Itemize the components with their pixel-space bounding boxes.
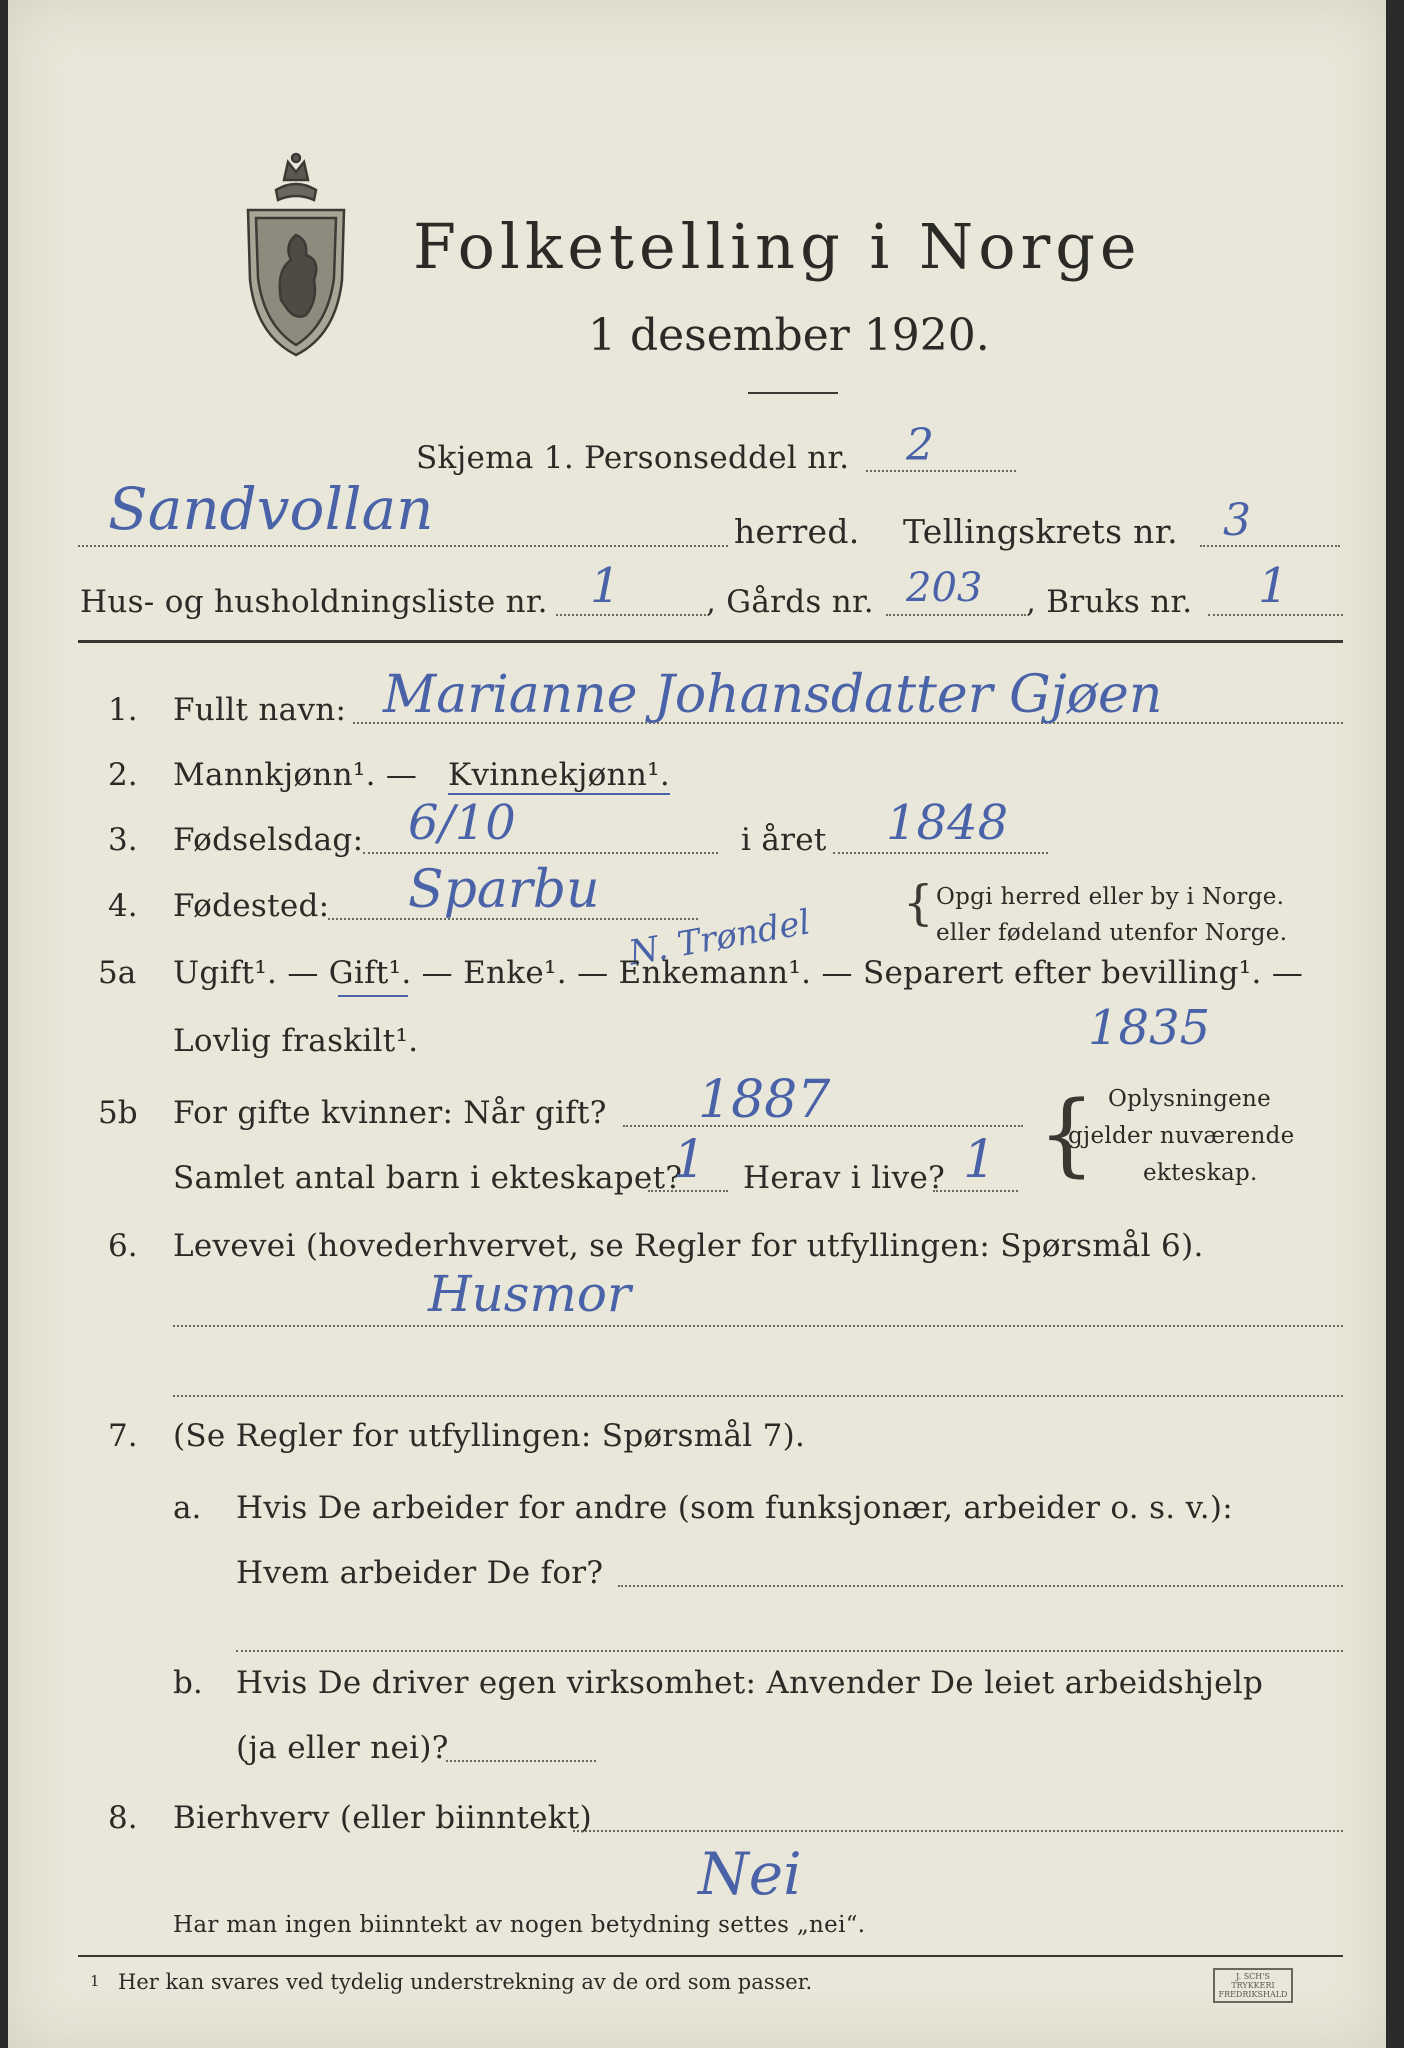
coat-of-arms-icon [236, 150, 356, 360]
tellingskrets-label: Tellingskrets nr. [903, 512, 1178, 551]
printer-stamp [1213, 1968, 1293, 2003]
q5b-barn-label: Samlet antal barn i ekteskapet? [173, 1160, 683, 1196]
q2-option-female: Kvinnekjønn¹. [448, 757, 671, 793]
hus-value: 1 [590, 558, 621, 614]
section-divider [78, 640, 1343, 643]
q1-value: Marianne Johansdatter Gjøen [383, 665, 1163, 725]
census-form-page [8, 0, 1386, 2048]
q6-line-1 [173, 1325, 1343, 1327]
q2-option-male: Mannkjønn¹. — [173, 757, 418, 793]
page-subtitle: 1 desember 1920. [588, 310, 990, 361]
footnote-mark: 1 [90, 1972, 100, 1990]
q4-brace: { [903, 875, 934, 931]
bruks-line [1208, 614, 1343, 616]
q3-line [363, 852, 718, 854]
q4-note-2: eller fødeland utenfor Norge. [936, 920, 1288, 946]
q5b-barn-line [648, 1190, 728, 1192]
q4-value-region: N. Trøndel [625, 902, 814, 974]
skjema-label: Skjema 1. Personseddel nr. [416, 440, 850, 476]
q4-note-1: Opgi herred eller by i Norge. [936, 884, 1285, 910]
q1-label: Fullt navn: [173, 692, 347, 728]
bruks-value: 1 [1258, 558, 1289, 614]
q3-year-line [833, 852, 1048, 854]
q8-value: Nei [698, 1840, 802, 1908]
gards-value: 203 [906, 565, 983, 611]
q5b-number: 5b [98, 1095, 138, 1131]
q5b-ilive-label: Herav i live? [743, 1160, 946, 1196]
q3-year-label: i året [741, 822, 827, 858]
q4-value: Sparbu [408, 860, 600, 920]
q7b-line-answer [446, 1760, 596, 1762]
q8-note: Har man ingen biinntekt av nogen betydning settes „nei“. [173, 1912, 866, 1938]
personseddel-line [866, 470, 1016, 472]
q7a-line-answer [618, 1585, 1343, 1587]
hus-label: Hus- og husholdningsliste nr. [80, 584, 548, 620]
q5b-brace: { [1038, 1082, 1096, 1187]
q6-label: Levevei (hovederhvervet, se Regler for utfyllingen: Spørsmål 6). [173, 1228, 1204, 1264]
bruks-label: , Bruks nr. [1026, 584, 1193, 620]
q5b-label: For gifte kvinner: Når gift? [173, 1095, 607, 1131]
q3-value: 6/10 [408, 795, 516, 851]
title-divider [748, 392, 838, 394]
q2-number: 2. [108, 757, 138, 793]
q7a-line1: Hvis De arbeider for andre (som funksjonær, arbeider o. s. v.): [236, 1490, 1234, 1526]
footnote-text: Her kan svares ved tydelig understrekning av de ord som passer. [118, 1970, 813, 1994]
gards-label: , Gårds nr. [706, 584, 874, 620]
q5b-note-1: Oplysningene [1108, 1086, 1272, 1112]
personseddel-value: 2 [906, 420, 934, 471]
q3-year-value: 1848 [886, 795, 1009, 851]
q5a-extra-value: 1835 [1088, 1000, 1211, 1056]
q5b-ilive-value: 1 [963, 1130, 997, 1190]
q5b-note-2: gjelder nuværende [1068, 1123, 1295, 1149]
q7a-letter: a. [173, 1490, 202, 1526]
q7b-letter: b. [173, 1665, 203, 1701]
tellingskrets-value: 3 [1223, 495, 1251, 546]
q5b-note-3: ekteskap. [1143, 1160, 1258, 1186]
q6-line-2 [173, 1395, 1343, 1397]
q4-number: 4. [108, 888, 138, 924]
q1-number: 1. [108, 692, 138, 728]
q4-label: Fødested: [173, 888, 330, 924]
footer-divider [78, 1955, 1343, 1957]
q8-label: Bierhverv (eller biinntekt) [173, 1800, 593, 1836]
q7-label: (Se Regler for utfyllingen: Spørsmål 7). [173, 1418, 806, 1454]
q7a-line-answer-2 [236, 1650, 1343, 1652]
hus-line [556, 614, 706, 616]
q7b-line2: (ja eller nei)? [236, 1730, 449, 1766]
tellingskrets-line [1200, 545, 1340, 547]
q7b-line1: Hvis De driver egen virksomhet: Anvender De leiet arbeidshjelp [236, 1665, 1264, 1701]
printer-stamp-line1: J. SCH'S TRYKKERI [1231, 1972, 1275, 1990]
q3-label: Fødselsdag: [173, 822, 364, 858]
page-title: Folketelling i Norge [413, 210, 1142, 283]
q7-number: 7. [108, 1418, 138, 1454]
herred-value: Sandvollan [108, 475, 434, 543]
printer-stamp-line2: FREDRIKSHALD [1218, 1990, 1288, 1999]
herred-line [78, 545, 728, 547]
q5b-value: 1887 [698, 1070, 831, 1130]
q5a-options-line1: Ugift¹. — Gift¹. — Enke¹. — Enkemann¹. — Separert efter bevilling¹. — [173, 955, 1304, 991]
q5b-barn-value: 1 [673, 1130, 707, 1190]
q5b-ilive-line [933, 1190, 1018, 1192]
q7a-line2: Hvem arbeider De for? [236, 1555, 604, 1591]
q8-number: 8. [108, 1800, 138, 1836]
q5a-number: 5a [98, 955, 137, 991]
gards-line [886, 614, 1026, 616]
q6-number: 6. [108, 1228, 138, 1264]
herred-label: herred. [734, 512, 860, 551]
q6-value: Husmor [428, 1265, 631, 1323]
q5a-gift-underline [338, 995, 408, 997]
q5a-options-line2: Lovlig fraskilt¹. [173, 1023, 419, 1059]
q3-number: 3. [108, 822, 138, 858]
q8-line [573, 1830, 1343, 1832]
